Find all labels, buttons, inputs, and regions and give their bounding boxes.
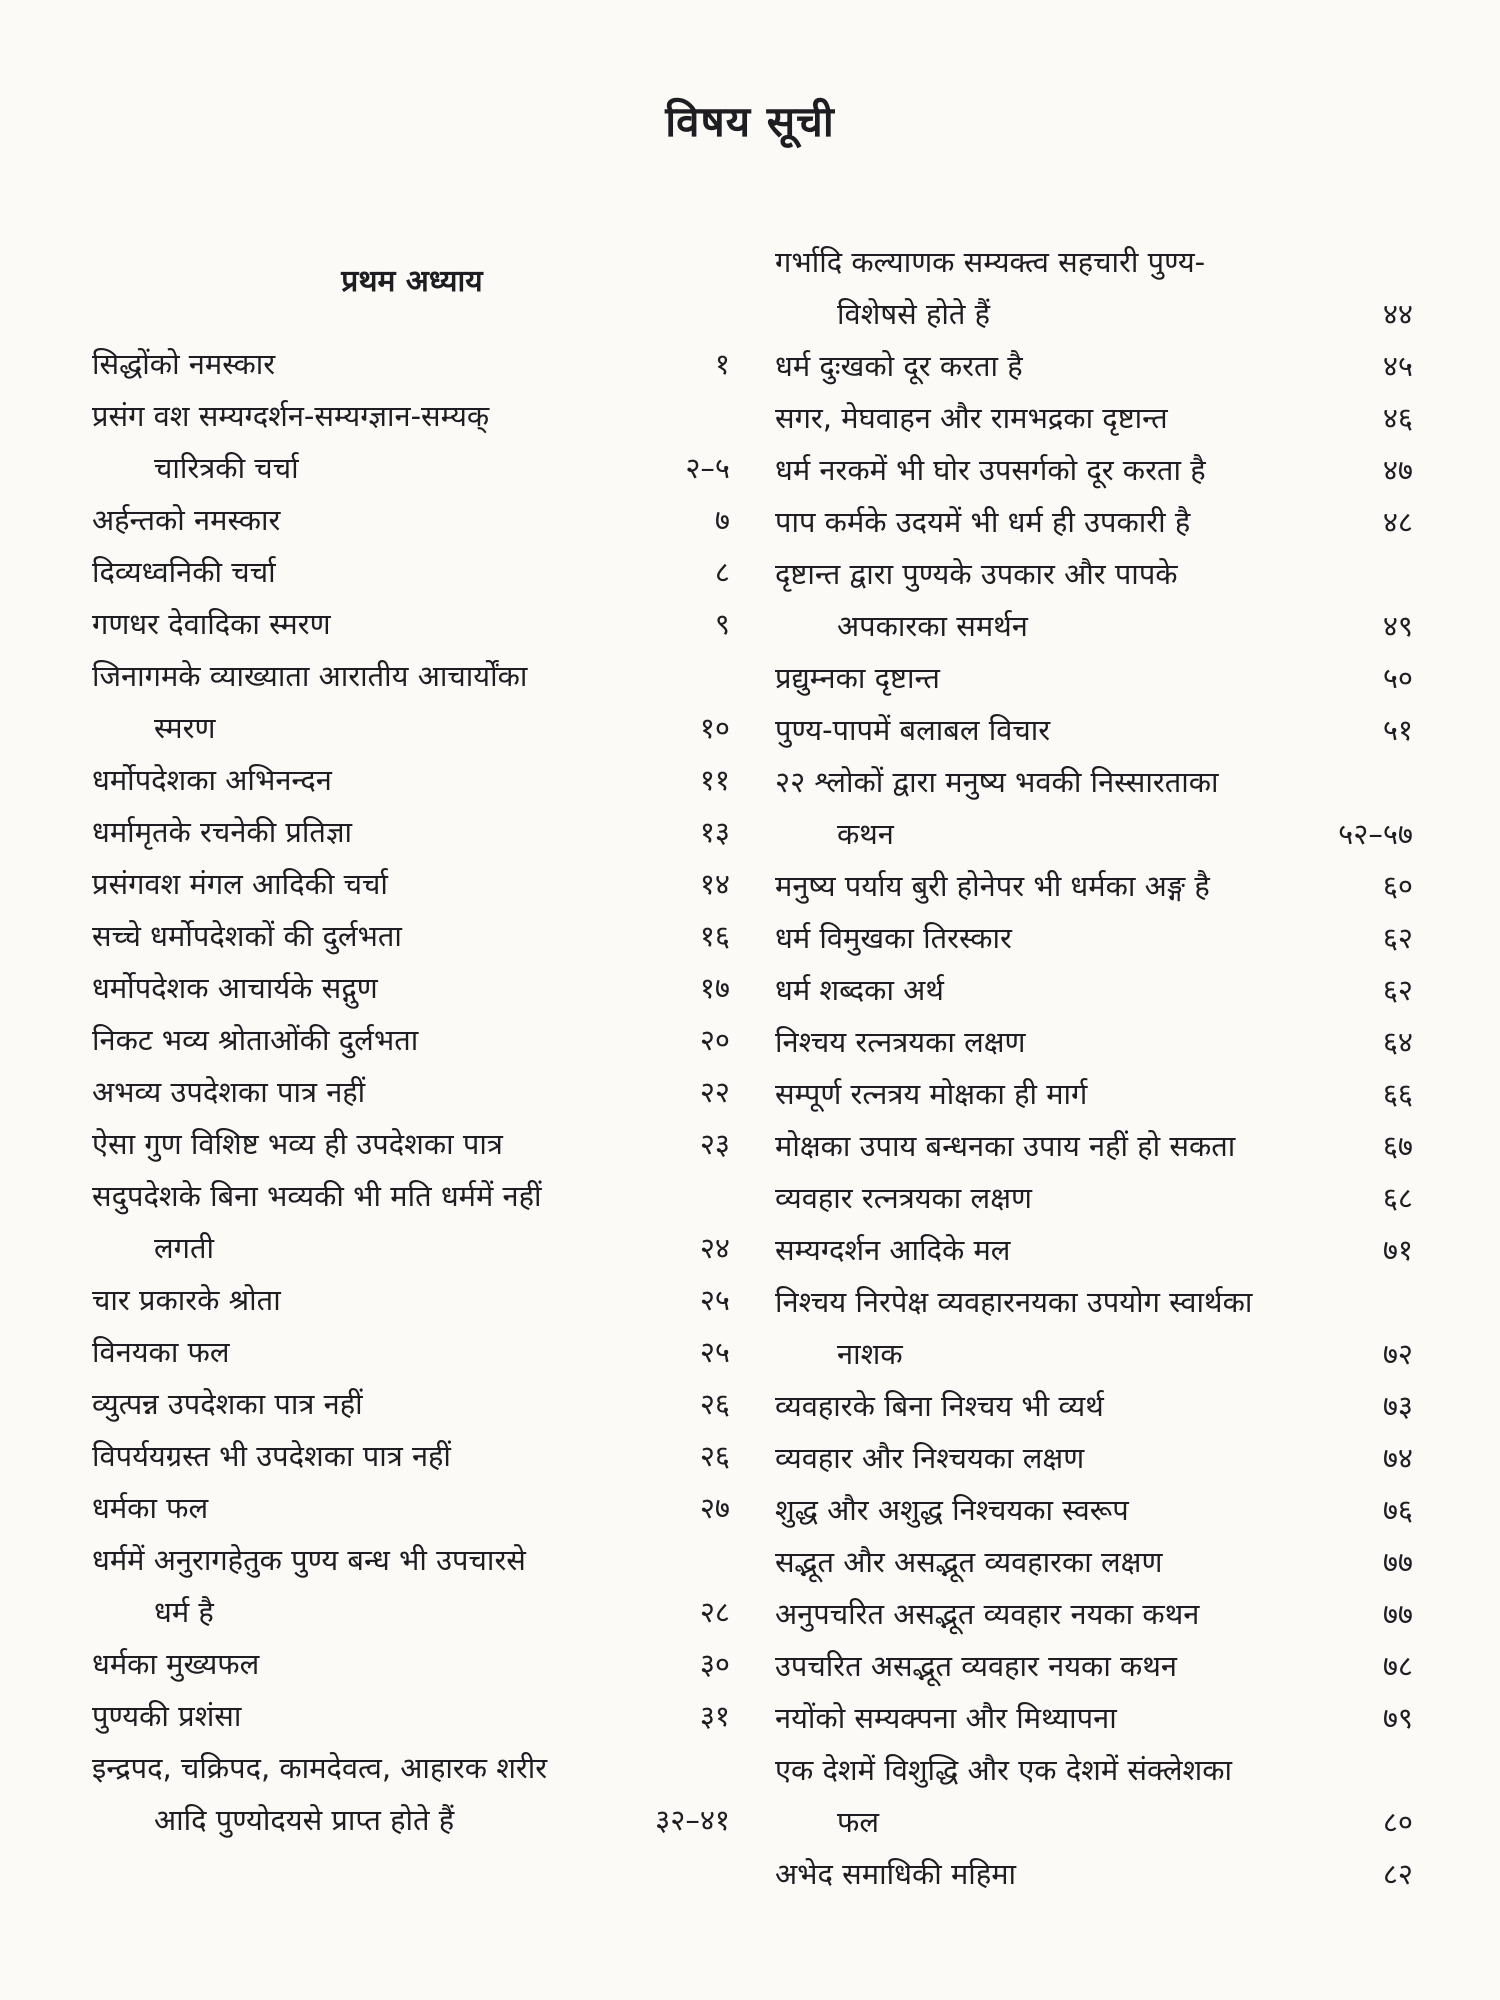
toc-entry-page: ७४ [1382,1441,1413,1475]
toc-entry-page: ७६ [1382,1493,1413,1527]
toc-entry-page: २–५ [685,451,730,485]
toc-entry-title [775,1224,1329,1276]
toc-entry-text: अभेद समाधिकी महिमा [775,1857,1017,1891]
toc-entry-title [775,1640,1329,1692]
toc-entry-title [775,444,1329,496]
toc-entry [92,546,732,598]
toc-entry-page: २५ [699,1283,730,1317]
toc-entry-page: ७ [714,503,730,537]
toc-entry-text: नयोंको सम्यक्पना और मिथ्यापना [775,1701,1117,1735]
toc-entry [775,392,1413,444]
toc-entry-page: ७७ [1382,1597,1413,1631]
toc-entry-title [92,1014,646,1066]
toc-entry-page: ६८ [1382,1181,1413,1215]
toc-entry-page: २४ [699,1231,730,1265]
toc-entry [775,340,1413,392]
toc-entry [775,964,1413,1016]
toc-entry-text: प्रद्युम्नका दृष्टान्त [775,661,940,695]
toc-entry-title [92,1118,646,1170]
toc-entry-text: दिव्यध्वनिकी चर्चा [92,555,276,589]
toc-entry-text-continued: लगती [154,1231,215,1265]
toc-entry-text: विनयका फल [92,1335,230,1369]
toc-entry-page: २८ [699,1595,730,1629]
toc-entry-text-continued: स्मरण [154,711,216,745]
toc-entry-text: धर्मामृतके रचनेकी प्रतिज्ञा [92,815,353,849]
toc-entry-page: १७ [699,971,730,1005]
toc-entry-text: धर्ममें अनुरागहेतुक पुण्य बन्ध भी उपचारसे [92,1543,526,1577]
toc-entry [92,1534,732,1638]
toc-entry-title [775,1380,1329,1432]
toc-entry-title [775,392,1329,444]
toc-entry [92,754,732,806]
toc-entry-page: ६० [1382,869,1413,903]
toc-entry-text-continued: फल [837,1805,880,1839]
toc-entry [92,1118,732,1170]
toc-entry-title [775,548,1329,652]
toc-entry [775,1120,1413,1172]
toc-entry-text: व्यवहार रत्नत्रयका लक्षण [775,1181,1032,1215]
toc-entry-title [775,1172,1329,1224]
toc-entry-title [775,1536,1329,1588]
toc-entry-title [92,858,646,910]
toc-entry-text: मनुष्य पर्याय बुरी होनेपर भी धर्मका अङ्ग है [775,869,1210,903]
toc-entry-title [92,1482,646,1534]
toc-entry-title [775,1016,1329,1068]
toc-entry-text: गर्भादि कल्याणक सम्यक्त्व सहचारी पुण्य- [775,245,1206,279]
toc-entry-page: ४७ [1382,453,1413,487]
toc-entry-text: सगर, मेघवाहन और रामभद्रका दृष्टान्त [775,401,1168,435]
toc-entry-title [92,754,646,806]
toc-entry [775,1848,1413,1900]
toc-entry [775,1744,1413,1848]
toc-entry-text: धर्मका मुख्यफल [92,1647,260,1681]
toc-entry [92,1014,732,1066]
toc-entry [775,1536,1413,1588]
toc-entry-page: ७९ [1382,1701,1413,1735]
toc-entry [775,1380,1413,1432]
toc-entry-title [92,1326,646,1378]
toc-entry-text: निश्चय रत्नत्रयका लक्षण [775,1025,1026,1059]
page-title: विषय सूची [665,97,835,146]
toc-entry-page: १४ [699,867,730,901]
toc-entry-page: ९ [714,607,730,641]
right-column [775,236,1413,1900]
toc-entry-title [775,340,1329,392]
toc-entry [775,1016,1413,1068]
toc-entry-text-continued: आदि पुण्योदयसे प्राप्त होते हैं [154,1803,455,1837]
toc-entry-title [775,704,1329,756]
toc-entry [92,494,732,546]
toc-entry-text-continued: नाशक [837,1337,903,1371]
toc-entry-page: २६ [699,1387,730,1421]
toc-entry-text: धर्म शब्दका अर्थ [775,973,944,1007]
toc-entry [775,236,1413,340]
toc-entry-title [775,1692,1329,1744]
toc-entry-text: एक देशमें विशुद्धि और एक देशमें संक्लेशका [775,1753,1232,1787]
toc-entry-text: व्युत्पन्न उपदेशका पात्र नहीं [92,1387,363,1421]
toc-entry-title [92,1274,646,1326]
toc-entry-text: इन्द्रपद, चक्रिपद, कामदेवत्व, आहारक शरीर [92,1751,548,1785]
toc-entry-text: अनुपचरित असद्भूत व्यवहार नयका कथन [775,1597,1200,1631]
toc-entry-page: ७२ [1382,1337,1413,1371]
toc-entry-title [775,756,1314,860]
toc-entry-text-continued: कथन [837,817,894,851]
toc-entry-text-continued: अपकारका समर्थन [837,609,1028,643]
toc-entry-title [775,1484,1329,1536]
toc-entry-title [92,962,646,1014]
toc-entry [92,962,732,1014]
toc-entry-page: १० [699,711,730,745]
toc-entry-text: धर्मोपदेशका अभिनन्दन [92,763,332,797]
toc-entry [92,1430,732,1482]
toc-entry-text: सिद्धोंको नमस्कार [92,347,276,381]
left-entries-list [92,338,732,1846]
toc-entry-title [775,652,1329,704]
toc-entry-text-continued: धर्म है [154,1595,214,1629]
toc-entry-page: १ [714,347,730,381]
toc-entry [92,1638,732,1690]
toc-entry [775,756,1413,860]
toc-entry-page: ४६ [1382,401,1413,435]
toc-entry-text-continued: विशेषसे होते हैं [837,297,990,331]
toc-entry-title [92,1170,646,1274]
toc-entry [92,1690,732,1742]
toc-entry-page: २५ [699,1335,730,1369]
toc-entry [775,1068,1413,1120]
toc-entry [775,860,1413,912]
toc-entry-text-continued: चारित्रकी चर्चा [154,451,299,485]
toc-entry [775,548,1413,652]
toc-entry-title [92,1378,646,1430]
toc-entry-title [92,910,646,962]
toc-entry-page: ११ [699,763,730,797]
toc-entry-title [92,1534,646,1638]
toc-entry-title [775,1120,1329,1172]
toc-entry-title [92,650,646,754]
toc-entry-text: धर्म दुःखको दूर करता है [775,349,1023,383]
toc-entry [775,1588,1413,1640]
toc-entry-text: निकट भव्य श्रोताओंकी दुर्लभता [92,1023,419,1057]
toc-entry-page: ६७ [1382,1129,1413,1163]
toc-entry-text: उपचरित असद्भूत व्यवहार नयका कथन [775,1649,1177,1683]
toc-entry [775,1484,1413,1536]
toc-entry [775,1692,1413,1744]
toc-entry-text: सच्चे धर्मोपदेशकों की दुर्लभता [92,919,402,953]
toc-entry [92,1066,732,1118]
toc-entry-title [92,598,646,650]
toc-entry [92,806,732,858]
toc-entry-text: ऐसा गुण विशिष्ट भव्य ही उपदेशका पात्र [92,1127,503,1161]
toc-entry-title [92,1742,631,1846]
toc-entry-title [92,338,646,390]
left-column [92,240,732,1846]
toc-entry-page: ६६ [1382,1077,1413,1111]
toc-entry-text: व्यवहारके बिना निश्चय भी व्यर्थ [775,1389,1104,1423]
toc-entry-page: ७३ [1382,1389,1413,1423]
toc-entry-page: ७१ [1382,1233,1413,1267]
toc-entry-title [775,496,1329,548]
toc-entry [92,1378,732,1430]
toc-entry [92,910,732,962]
toc-entry-text: अर्हन्तको नमस्कार [92,503,281,537]
section-heading: प्रथम अध्याय [341,264,483,299]
toc-entry-title [92,806,646,858]
toc-entry-title [775,860,1329,912]
toc-entry-text: पाप कर्मके उदयमें भी धर्म ही उपकारी है [775,505,1191,539]
toc-entry-title [775,1744,1329,1848]
toc-entry-page: २३ [699,1127,730,1161]
toc-entry [775,1432,1413,1484]
toc-entry-text: धर्मोपदेशक आचार्यके सद्गुण [92,971,378,1005]
toc-entry-text: पुण्य-पापमें बलाबल विचार [775,713,1051,747]
toc-entry-page: ५० [1382,661,1413,695]
toc-entry [92,858,732,910]
toc-entry-page: ८० [1382,1805,1413,1839]
toc-entry-title [775,964,1329,1016]
toc-entry-text: गणधर देवादिका स्मरण [92,607,331,641]
toc-entry-title [775,912,1329,964]
toc-entry [92,1170,732,1274]
toc-entry-text: निश्चय निरपेक्ष व्यवहारनयका उपयोग स्वार्थका [775,1285,1253,1319]
toc-entry [92,650,732,754]
toc-entry-text: सद्भूत और असद्भूत व्यवहारका लक्षण [775,1545,1163,1579]
toc-entry-text: जिनागमके व्याख्याता आरातीय आचार्योंका [92,659,528,693]
toc-entry-title [92,494,646,546]
toc-entry-text: मोक्षका उपाय बन्धनका उपाय नहीं हो सकता [775,1129,1236,1163]
toc-entry-text: सम्यग्दर्शन आदिके मल [775,1233,1011,1267]
toc-entry-title [92,1066,646,1118]
toc-entry-title [92,1638,646,1690]
toc-entry-text: दृष्टान्त द्वारा पुण्यके उपकार और पापके [775,557,1178,591]
toc-entry-page: २६ [699,1439,730,1473]
toc-entry-page: ६२ [1382,921,1413,955]
toc-entry-title [92,1690,646,1742]
toc-entry-page: २७ [699,1491,730,1525]
toc-entry-text: धर्मका फल [92,1491,209,1525]
toc-entry-text: प्रसंगवश मंगल आदिकी चर्चा [92,867,388,901]
toc-entry-text: प्रसंग वश सम्यग्दर्शन-सम्यग्ज्ञान-सम्यक् [92,399,490,433]
toc-entry-page: ५१ [1382,713,1413,747]
toc-entry-text: विपर्ययग्रस्त भी उपदेशका पात्र नहीं [92,1439,451,1473]
toc-entry [92,1326,732,1378]
toc-entry-title [775,1276,1329,1380]
toc-entry-page: ३० [699,1647,730,1681]
toc-entry-page: १६ [699,919,730,953]
toc-entry [92,1482,732,1534]
toc-entry-text: धर्म नरकमें भी घोर उपसर्गको दूर करता है [775,453,1206,487]
toc-entry-title [775,1588,1329,1640]
toc-entry-page: ५२–५७ [1338,817,1413,851]
toc-entry-text: २२ श्लोकों द्वारा मनुष्य भवकी निस्सारताका [775,765,1219,799]
toc-entry [92,1742,732,1846]
toc-entry-page: ४५ [1382,349,1413,383]
toc-entry-title [775,1432,1329,1484]
toc-entry [775,496,1413,548]
toc-entry-page: ८२ [1382,1857,1413,1891]
toc-entry [775,1640,1413,1692]
toc-entry [92,598,732,650]
toc-entry-page: ७८ [1382,1649,1413,1683]
toc-entry-text: चार प्रकारके श्रोता [92,1283,281,1317]
toc-entry-page: २२ [699,1075,730,1109]
toc-entry-page: ४९ [1382,609,1413,643]
toc-entry-page: १३ [699,815,730,849]
toc-entry-text: सम्पूर्ण रत्नत्रय मोक्षका ही मार्ग [775,1077,1088,1111]
toc-entry [775,1276,1413,1380]
toc-entry-title [92,546,646,598]
toc-entry-title [775,1068,1329,1120]
toc-entry [92,390,732,494]
toc-entry [775,1224,1413,1276]
toc-entry-page: ३२–४१ [655,1803,730,1837]
toc-entry-title [92,390,646,494]
toc-entry [775,652,1413,704]
toc-entry-text: शुद्ध और अशुद्ध निश्चयका स्वरूप [775,1493,1129,1527]
toc-entry-page: ६४ [1382,1025,1413,1059]
toc-entry [92,338,732,390]
toc-entry-page: ४८ [1382,505,1413,539]
toc-entry [92,1274,732,1326]
toc-entry-page: ६२ [1382,973,1413,1007]
toc-entry-text: सदुपदेशके बिना भव्यकी भी मति धर्ममें नहीं [92,1179,542,1213]
toc-entry [775,912,1413,964]
toc-entry-page: २० [699,1023,730,1057]
toc-entry-page: ८ [714,555,730,589]
toc-entry [775,444,1413,496]
toc-entry-page: ४४ [1382,297,1413,331]
toc-entry [775,704,1413,756]
toc-entry-title [775,1848,1329,1900]
toc-entry-text: पुण्यकी प्रशंसा [92,1699,242,1733]
toc-entry-page: ७७ [1382,1545,1413,1579]
toc-entry-title [775,236,1329,340]
right-entries-list [775,236,1413,1900]
toc-entry-text: अभव्य उपदेशका पात्र नहीं [92,1075,366,1109]
toc-entry-page: ३१ [699,1699,730,1733]
toc-entry [775,1172,1413,1224]
toc-entry-title [92,1430,646,1482]
toc-entry-text: धर्म विमुखका तिरस्कार [775,921,1012,955]
toc-entry-text: व्यवहार और निश्चयका लक्षण [775,1441,1085,1475]
